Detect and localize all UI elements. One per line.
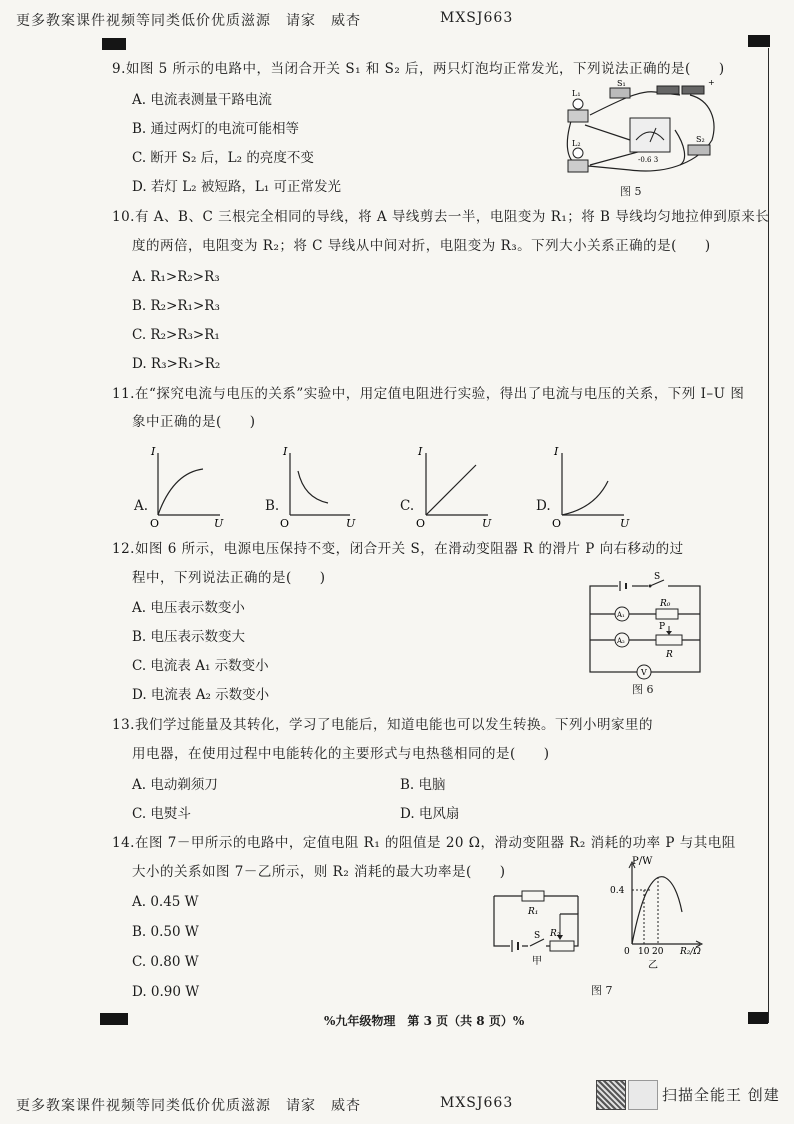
scanner-logo-icon [628,1080,658,1110]
figure-6-circuit [580,572,710,682]
svg-text:+: + [708,80,715,87]
svg-text:I: I [554,445,559,458]
question-11-graph-c [414,443,496,529]
svg-text:-0.6 3: -0.6 3 [638,156,659,164]
svg-text:20: 20 [652,947,664,957]
footer-promo-text: 更多教案课件视频等同类低价优质滋源 请家 威杏 [16,1098,361,1114]
question-10-option-c[interactable]: C. R₂>R₃>R₁ [132,327,220,343]
figure-7-caption: 图 7 [591,984,613,997]
svg-text:S₁: S₁ [617,80,626,88]
svg-text:U: U [482,517,492,529]
question-13-stem-line-1: 13.我们学过能量及其转化，学习了电能后，知道电能也可以发生转换。下列小明家里的 [112,717,653,733]
figure-5-caption: 图 5 [620,185,642,198]
question-12-option-c[interactable]: C. 电流表 A₁ 示数变小 [132,658,269,674]
question-14-stem-line-1: 14.在图 7－甲所示的电路中，定值电阻 R₁ 的阻值是 20 Ω，滑动变阻器 R₂ 消耗的功率 P 与其电阻 [112,835,736,851]
svg-text:甲: 甲 [532,956,542,967]
question-11-graph-d [550,443,632,529]
svg-text:U: U [214,517,224,529]
question-13-option-b[interactable]: B. 电脑 [400,777,446,793]
right-margin-line [768,48,769,1023]
svg-text:V: V [641,668,647,677]
svg-text:S: S [534,931,541,941]
question-13-stem-line-2: 用电器，在使用过程中电能转化的主要形式与电热毯相同的是( ) [132,746,550,762]
question-14-option-a[interactable]: A. 0.45 W [132,894,199,910]
question-12-stem-line-1: 12.如图 6 所示，电源电压保持不变，闭合开关 S，在滑动变阻器 R 的滑片 P 向右移动的过 [112,541,684,557]
svg-text:O: O [552,517,562,529]
figure-7-graph-b [606,852,714,972]
question-11-stem-line-2: 象中正确的是( ) [132,414,256,430]
svg-text:R₀: R₀ [660,599,671,609]
svg-text:I: I [283,445,288,458]
svg-text:10: 10 [638,947,650,957]
registration-mark-bottom-left [100,1013,128,1025]
question-13-option-a[interactable]: A. 电动剃须刀 [132,777,218,793]
svg-text:P: P [659,622,666,632]
question-13-option-d[interactable]: D. 电风扇 [400,806,460,822]
question-10-stem-line-1: 10.有 A、B、C 三根完全相同的导线，将 A 导线剪去一半，电阻变为 R₁；将 B 导线均匀地拉伸到原来长 [112,209,770,225]
scanner-qr-icon [596,1080,626,1110]
question-12-option-b[interactable]: B. 电压表示数变大 [132,629,246,645]
svg-text:U: U [620,517,630,529]
svg-text:S: S [654,572,661,582]
svg-text:P/W: P/W [632,856,653,867]
question-11-option-b[interactable]: B. [265,498,280,514]
question-11-stem-line-1: 11.在“探究电流与电压的关系”实验中，用定值电阻进行实验，得出了电流与电压的关系，下列 I–U 图 [112,386,745,402]
header-promo-text: 更多教案课件视频等同类低价优质滋源 请家 威杏 [16,13,361,29]
svg-text:R: R [666,650,673,660]
svg-text:0.4: 0.4 [610,886,625,896]
scanner-credit: 扫描全能王 创建 [662,1086,780,1104]
question-14-option-b[interactable]: B. 0.50 W [132,924,199,940]
svg-text:R₂/Ω: R₂/Ω [680,947,701,957]
svg-text:R₁: R₁ [528,907,539,917]
question-12-option-d[interactable]: D. 电流表 A₂ 示数变小 [132,687,270,703]
svg-text:O: O [416,517,426,529]
question-9-option-d[interactable]: D. 若灯 L₂ 被短路，L₁ 可正常发光 [132,179,342,195]
question-9-option-a[interactable]: A. 电流表测量干路电流 [132,92,272,108]
figure-6-caption: 图 6 [632,683,654,696]
svg-text:I: I [418,445,423,458]
question-14-option-c[interactable]: C. 0.80 W [132,954,199,970]
svg-text:乙: 乙 [648,960,658,971]
registration-mark-top-right [748,35,770,47]
question-10-stem-line-2: 度的两倍，电阻变为 R₂；将 C 导线从中间对折，电阻变为 R₃。下列大小关系正确的是( ) [132,238,711,254]
svg-text:A₂: A₂ [617,637,625,645]
question-9-stem: 9.如图 5 所示的电路中，当闭合开关 S₁ 和 S₂ 后，两只灯泡均正常发光，下列说法正确的是( ) [112,61,725,77]
svg-text:0: 0 [624,947,630,957]
question-12-option-a[interactable]: A. 电压表示数变小 [132,600,245,616]
svg-text:A₁: A₁ [617,611,625,619]
question-10-option-b[interactable]: B. R₂>R₁>R₃ [132,298,220,314]
svg-text:I: I [151,445,156,458]
registration-mark-top-left [102,38,126,50]
svg-text:L₂: L₂ [572,139,581,148]
footer-code: MXSJ663 [440,1095,514,1111]
figure-7-circuit-a [488,884,588,974]
svg-text:L₁: L₁ [572,89,581,98]
question-11-option-c[interactable]: C. [400,498,415,514]
svg-text:O: O [150,517,160,529]
question-14-option-d[interactable]: D. 0.90 W [132,984,200,1000]
question-10-option-a[interactable]: A. R₁>R₂>R₃ [132,269,220,285]
question-9-option-c[interactable]: C. 断开 S₂ 后，L₂ 的亮度不变 [132,150,314,166]
question-11-option-a[interactable]: A. [134,498,149,514]
question-9-option-b[interactable]: B. 通过两灯的电流可能相等 [132,121,300,137]
figure-5-circuit [560,80,720,180]
svg-text:O: O [280,517,290,529]
question-12-stem-line-2: 程中，下列说法正确的是( ) [132,570,326,586]
page-number: %九年级物理 第 3 页（共 8 页）% [324,1014,525,1028]
question-11-graph-b [278,443,356,529]
question-14-stem-line-2: 大小的关系如图 7－乙所示，则 R₂ 消耗的最大功率是( ) [132,864,506,880]
svg-text:R₂: R₂ [550,929,561,939]
question-11-option-d[interactable]: D. [536,498,551,514]
svg-text:U: U [346,517,356,529]
question-10-option-d[interactable]: D. R₃>R₁>R₂ [132,356,221,372]
question-11-graph-a [148,443,226,529]
question-13-option-c[interactable]: C. 电熨斗 [132,806,191,822]
registration-mark-bottom-right [748,1012,768,1024]
svg-text:S₂: S₂ [696,135,705,144]
header-code: MXSJ663 [440,10,514,26]
